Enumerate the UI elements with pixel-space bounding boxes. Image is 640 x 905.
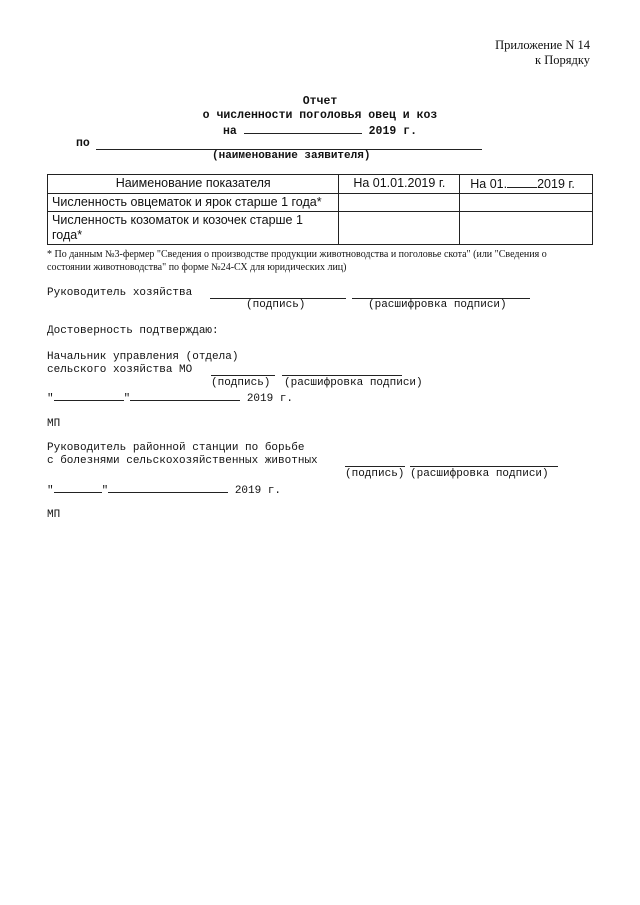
station-head-month-field[interactable] — [108, 482, 228, 493]
cell-sheep-current[interactable] — [460, 194, 593, 212]
appendix-reference — [495, 38, 590, 68]
cell-sheep-start[interactable] — [339, 194, 460, 212]
department-head-line-2: сельского хозяйства МО — [47, 364, 193, 376]
station-head-year: 2019 г. — [234, 485, 282, 497]
col-header-current-date — [460, 175, 593, 194]
table-row — [48, 212, 593, 245]
row-indicator-goats: Численность козоматок и козочек старше 1 года* — [48, 212, 339, 245]
date-suffix: 2019 г. — [368, 125, 417, 138]
table-row — [48, 194, 593, 212]
station-head-stamp: МП — [47, 509, 61, 521]
appendix-line-1: Приложение N 14 — [495, 38, 590, 52]
department-head-decode-field[interactable] — [282, 375, 402, 376]
station-head-line-1: Руководитель районной станции по борьбе — [47, 442, 305, 454]
department-head-decode-caption: (расшифровка подписи) — [284, 377, 423, 389]
department-head-quote-open: " — [47, 393, 54, 405]
row-indicator-sheep: Численность овцематок и ярок старше 1 года* — [48, 194, 339, 212]
department-head-year: 2019 г. — [246, 393, 294, 405]
cell-goats-current[interactable] — [460, 212, 593, 245]
station-head-decode-caption: (расшифровка подписи) — [410, 468, 549, 480]
cell-goats-start[interactable] — [339, 212, 460, 245]
current-date-prefix: На 01. — [470, 177, 508, 191]
indicators-table — [47, 174, 593, 245]
station-head-line-2: с болезнями сельскохозяйственных животных — [47, 455, 318, 467]
applicant-caption: (наименование заявителя) — [212, 150, 371, 162]
head-of-farm-sign-caption: (подпись) — [246, 299, 306, 311]
station-head-day-field[interactable] — [54, 482, 102, 493]
station-head-date-line — [47, 482, 281, 498]
head-of-farm-label: Руководитель хозяйства — [47, 287, 193, 299]
report-subtitle: о численности поголовья овец и коз — [202, 109, 438, 122]
footnote: * По данным №3-фермер "Сведения о производстве продукции животноводства и поголовье скота" (или "Сведения о состоянии животноводства" по форме №24-СХ для юридических лиц) — [47, 249, 547, 273]
station-head-quote-close: " — [101, 485, 109, 497]
report-date-line — [0, 123, 640, 138]
department-head-day-field[interactable] — [54, 390, 124, 401]
department-head-stamp: МП — [47, 418, 61, 430]
date-prefix: на — [223, 125, 237, 138]
confirm-label: Достоверность подтверждаю: — [47, 325, 219, 337]
current-date-suffix: 2019 г. — [537, 177, 575, 191]
col-header-start-date: На 01.01.2019 г. — [339, 175, 460, 194]
department-head-month-field[interactable] — [130, 390, 240, 401]
current-date-day-field[interactable] — [507, 176, 537, 188]
department-head-line-1: Начальник управления (отдела) — [47, 351, 239, 363]
report-title: Отчет — [302, 95, 338, 108]
station-head-quote-open: " — [47, 485, 54, 497]
by-label: по — [76, 137, 90, 150]
station-head-sign-caption: (подпись) — [345, 468, 405, 480]
table-header-row — [48, 175, 593, 194]
head-of-farm-decode-caption: (расшифровка подписи) — [368, 299, 507, 311]
department-head-quote-close: " — [123, 393, 131, 405]
department-head-signature-field[interactable] — [211, 375, 275, 376]
col-header-indicator: Наименование показателя — [48, 175, 339, 194]
department-head-sign-caption: (подпись) — [211, 377, 271, 389]
station-head-signature-field[interactable] — [345, 466, 405, 467]
station-head-decode-field[interactable] — [410, 466, 558, 467]
department-head-date-line — [47, 390, 293, 406]
date-field[interactable] — [244, 123, 362, 134]
appendix-line-2: к Порядку — [535, 53, 590, 67]
